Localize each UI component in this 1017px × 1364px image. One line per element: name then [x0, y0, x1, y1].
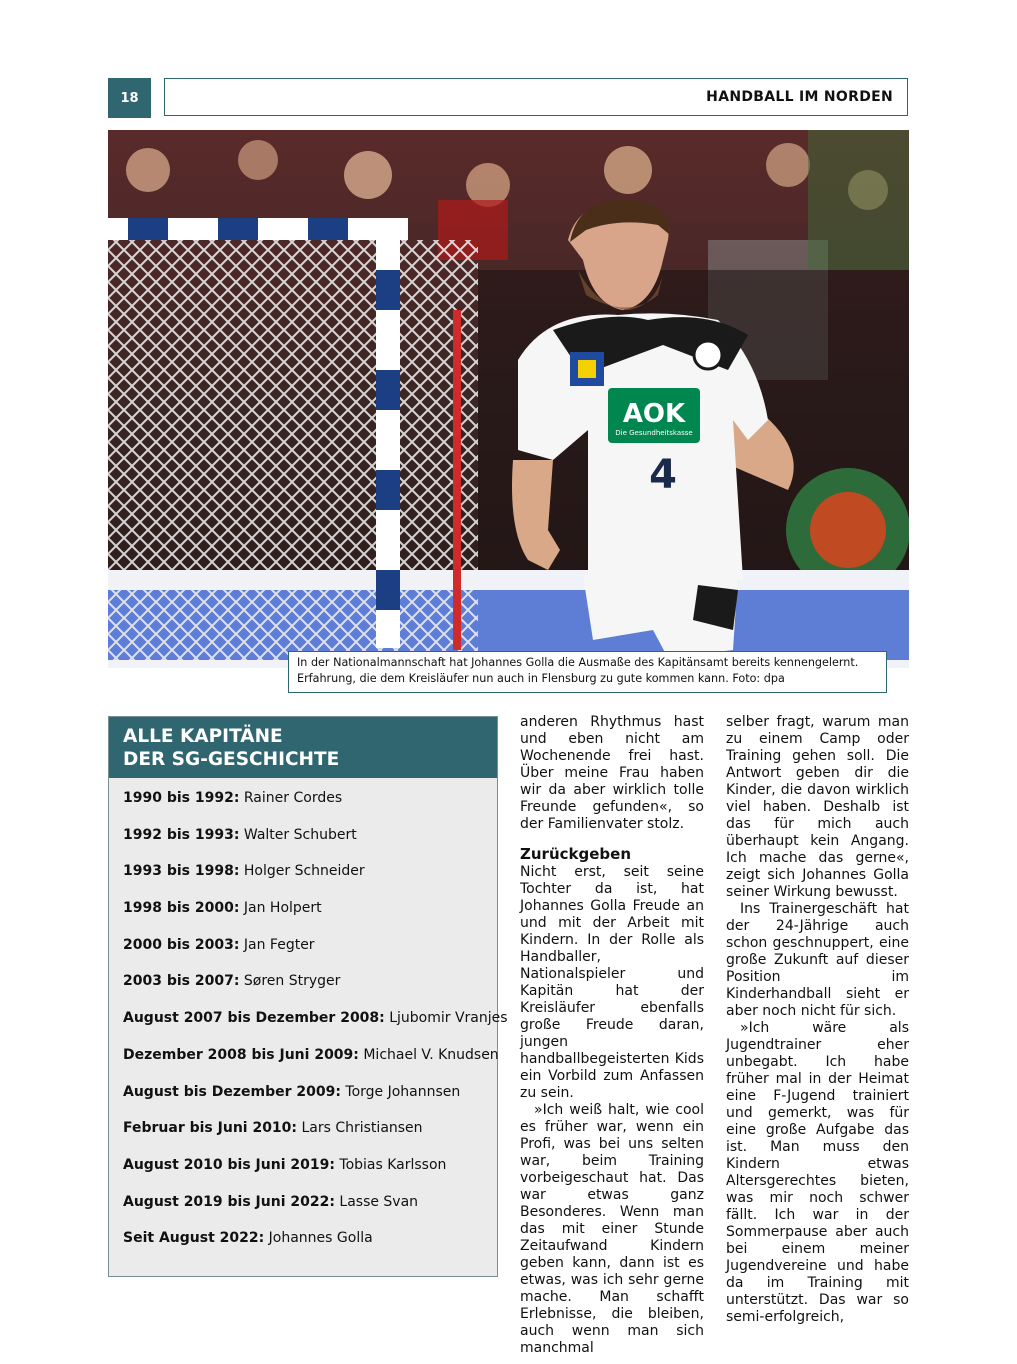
section-header — [164, 78, 908, 116]
captains-infobox — [108, 716, 508, 1277]
captain-period: Dezember 2008 bis Juni 2009: — [123, 1046, 359, 1063]
captain-period: August 2007 bis Dezember 2008: — [123, 1010, 385, 1027]
captain-period: Seit August 2022: — [123, 1230, 265, 1247]
captain-period: 1990 bis 1992: — [123, 790, 240, 806]
photo-illustration — [108, 130, 909, 668]
infobox-title — [109, 717, 497, 778]
article-paragraph: anderen Rhythmus hast und eben nicht am Wochenende frei hast. Über meine Frau haben wir da aber wirklich tolle Freunde gefunden«, so der Familienvater stolz. — [520, 714, 704, 832]
list-item — [123, 1008, 508, 1045]
list-item — [123, 971, 497, 1008]
jersey-sponsor: AOK — [622, 399, 686, 429]
captain-period: 1998 bis 2000: — [123, 900, 240, 917]
article-paragraph: »Ich wäre als Jugendtrainer eher unbegabt. Ich habe früher mal in der Heimat eine F-Jugend trainiert und gemerkt, was für eine große Aufgabe das ist. Man muss den Kindern etwas Altersgerechtes bieten, was mir noch schwer fällt. Ich war in der Sommerpause aber auch bei einem meiner Jugendvereine und habe da im Training mit unterstützt. Das war so semi-erfolgreich, — [726, 1020, 909, 1325]
captain-name: Michael V. Knudsen — [363, 1046, 499, 1063]
captain-name: Holger Schneider — [243, 863, 365, 880]
captain-period: 1992 bis 1993: — [123, 826, 240, 843]
captains-list — [109, 778, 508, 1265]
article-column-1 — [520, 714, 704, 1357]
captain-period: 2000 bis 2003: — [123, 936, 240, 953]
list-item — [123, 788, 497, 825]
list-item — [123, 861, 497, 898]
jersey-sponsor-subtitle: Die Gesundheitskasse — [615, 429, 693, 437]
captain-period: August 2010 bis Juni 2019: — [123, 1156, 335, 1173]
infobox-title-line-2: DER SG-GESCHICHTE — [123, 749, 340, 770]
list-item — [123, 1045, 497, 1082]
captain-period: August bis Dezember 2009: — [123, 1083, 341, 1100]
article-subheading: Zurückgeben — [520, 845, 631, 863]
captain-name: Rainer Cordes — [243, 790, 343, 806]
captain-period: 2003 bis 2007: — [123, 973, 240, 990]
list-item — [123, 935, 497, 972]
captain-period: August 2019 bis Juni 2022: — [123, 1193, 335, 1210]
list-item — [123, 898, 497, 935]
captain-name: Torge Johannsen — [345, 1083, 461, 1100]
article-paragraph: selber fragt, warum man zu einem Camp oder Training gehen soll. Die Antwort geben dir die Kinder, die davon wirklich viel haben. Deshalb ist das für mich auch überhaupt kein Angang. Ich mache das gerne«, zeigt sich Johannes Golla seiner Wirkung bewusst. — [726, 714, 909, 900]
list-item — [123, 1155, 497, 1192]
list-item — [123, 1082, 497, 1119]
captain-name: Søren Stryger — [243, 973, 341, 990]
article-paragraph: »Ich weiß halt, wie cool es früher war, wenn ein Profi, was bei uns selten war, beim Training vorbeigeschaut hat. Das war etwas ganz Besonderes. Wenn man das mit einer Stunde Zeitaufwand Kindern geben kann, dann ist es etwas, was ich sehr gerne mache. Man schafft Erlebnisse, die bleiben, auch wenn man sich manchmal — [520, 1102, 704, 1356]
captain-period: 1993 bis 1998: — [123, 863, 240, 880]
infobox-title-line-1: ALLE KAPITÄNE — [123, 726, 283, 747]
captain-name: Jan Fegter — [243, 936, 315, 953]
article-paragraph: Nicht erst, seit seine Tochter da ist, hat Johannes Golla Freude an und mit der Arbeit mit Kindern. In der Rolle als Handballer, Nationalspieler und Kapitän hat der Kreisläufer ebenfalls große Freude daran, jungen handballbegeisterten Kids ein Vorbild zum Anfassen zu sein. — [520, 864, 704, 1101]
list-item — [123, 1118, 497, 1155]
list-item — [123, 825, 497, 862]
page-number: 18 — [108, 78, 151, 118]
jersey-number: 4 — [649, 452, 677, 498]
list-item — [123, 1192, 497, 1229]
captain-name: Ljubomir Vranjes — [389, 1010, 508, 1027]
section-title: HANDBALL IM NORDEN — [706, 89, 893, 105]
photo-caption: In der Nationalmannschaft hat Johannes Golla die Ausmaße des Kapitänsamt bereits kennengelernt. Erfahrung, die dem Kreisläufer nun auch in Flensburg zu gute kommen kann. Foto: dpa — [288, 651, 887, 693]
captain-name: Tobias Karlsson — [339, 1156, 447, 1173]
captain-name: Johannes Golla — [268, 1230, 373, 1247]
captain-name: Walter Schubert — [243, 826, 357, 843]
captain-name: Lars Christiansen — [301, 1120, 423, 1137]
captain-name: Jan Holpert — [243, 900, 322, 917]
captain-period: Februar bis Juni 2010: — [123, 1120, 298, 1137]
captain-name: Lasse Svan — [339, 1193, 419, 1210]
article-column-2 — [726, 714, 909, 1326]
list-item — [123, 1228, 497, 1265]
article-photo — [108, 130, 909, 668]
article-paragraph: Ins Trainergeschäft hat der 24-Jährige auch schon geschnuppert, eine große Zukunft auf dieser Position im Kinderhandball sieht er aber noch nicht für sich. — [726, 901, 909, 1019]
